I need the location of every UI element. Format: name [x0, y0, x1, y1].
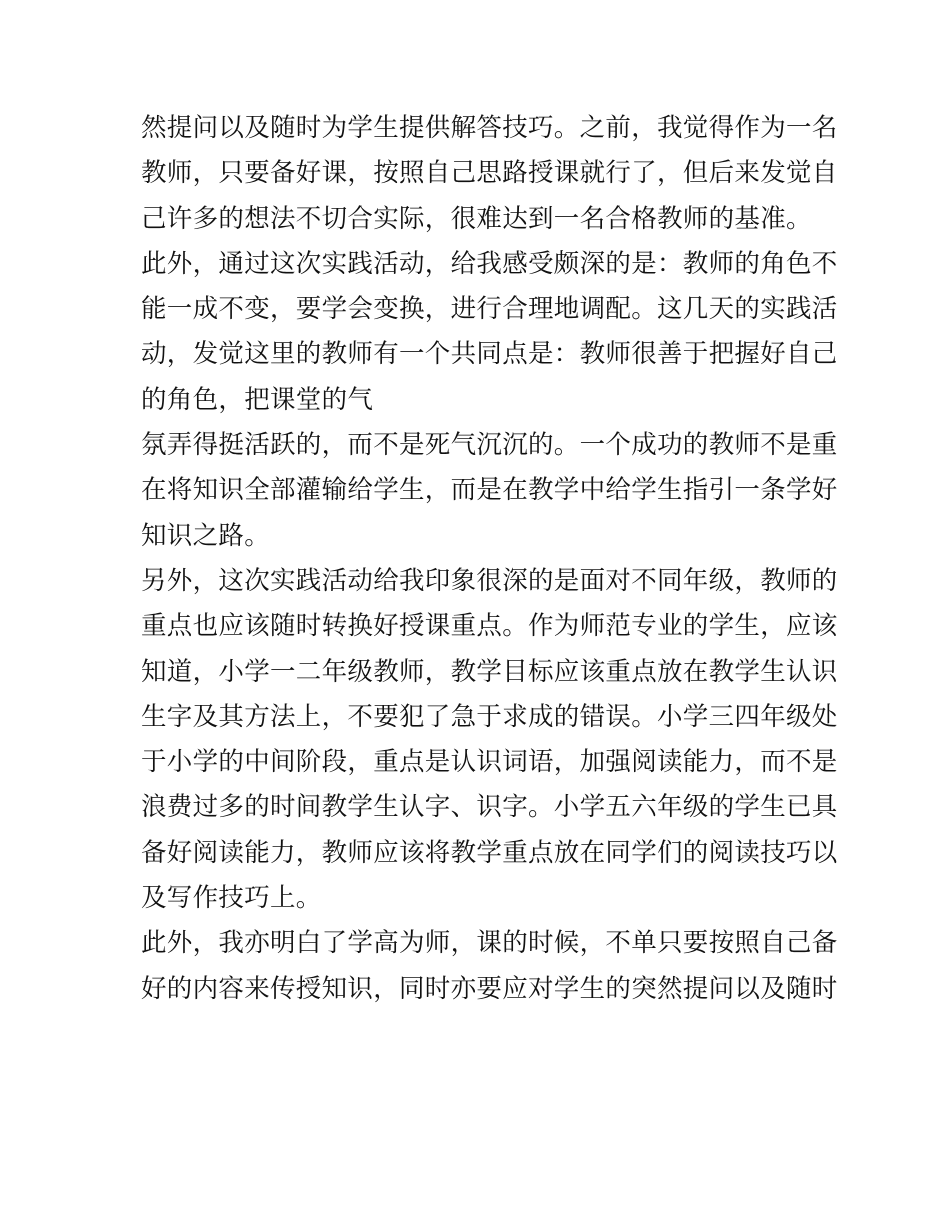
text-line: 在将知识全部灌输给学生，而是在教学中给学生指引一条学好 [141, 475, 838, 506]
text-line: 浪费过多的时间教学生认字、识字。小学五六年级的学生已具 [141, 792, 838, 823]
text-line: 此外，我亦明白了学高为师，课的时候，不单只要按照自己备 [141, 928, 838, 959]
text-line: 知识之路。 [141, 520, 271, 551]
text-line: 动，发觉这里的教师有一个共同点是：教师很善于把握好自己 [141, 339, 838, 370]
text-line: 及写作技巧上。 [141, 883, 322, 914]
text-line: 能一成不变，要学会变换，进行合理地调配。这几天的实践活 [141, 294, 838, 325]
body-text [141, 106, 838, 1012]
text-line: 重点也应该随时转换好授课重点。作为师范专业的学生，应该 [141, 611, 838, 642]
text-line: 己许多的想法不切合实际，很难达到一名合格教师的基准。 [141, 203, 812, 234]
text-line: 然提问以及随时为学生提供解答技巧。之前，我觉得作为一名 [141, 113, 838, 143]
text-line: 教师，只要备好课，按照自己思路授课就行了，但后来发觉自 [141, 158, 838, 189]
text-line: 生字及其方法上，不要犯了急于求成的错误。小学三四年级处 [141, 701, 838, 732]
text-line: 好的内容来传授知识，同时亦要应对学生的突然提问以及随时 [141, 973, 838, 1004]
text-line: 于小学的中间阶段，重点是认识词语，加强阅读能力，而不是 [141, 747, 838, 778]
text-line: 知道，小学一二年级教师，教学目标应该重点放在教学生认识 [141, 656, 838, 687]
text-line: 另外，这次实践活动给我印象很深的是面对不同年级，教师的 [141, 565, 838, 596]
text-line: 的角色，把课堂的气 [141, 384, 374, 415]
text-line: 此外，通过这次实践活动，给我感受颇深的是：教师的角色不 [141, 248, 838, 279]
text-line: 备好阅读能力，教师应该将教学重点放在同学们的阅读技巧以 [141, 837, 838, 868]
text-line: 氛弄得挺活跃的，而不是死气沉沉的。一个成功的教师不是重 [141, 430, 838, 461]
